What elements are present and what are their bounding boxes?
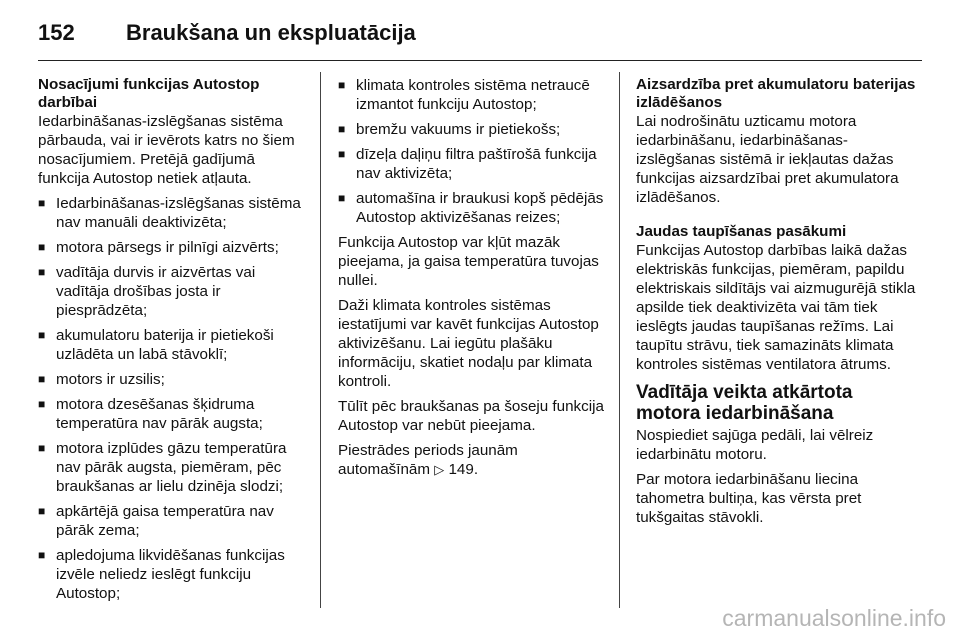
bullet-square-icon: ■ [38,397,46,411]
bullet-square-icon: ■ [38,548,46,562]
bullet-square-icon: ■ [38,372,46,386]
list-item: ■ motora dzesēšanas šķidruma temperatūra nav pārāk augsta; [38,396,263,432]
list-item: ■ apkārtējā gaisa temperatūra nav pārāk zema; [38,503,274,539]
bullet-square-icon: ■ [38,328,46,342]
section-heading-autostop-conditions: Nosacījumi funkcijas Autostop darbībai [38,76,260,111]
col3-paragraph: Par motora iedarbināšanu liecina tahometra bultiņa, kas vērsta pret tukšgaitas stāvokli. [636,471,862,526]
col2-paragraph: Tūlīt pēc braukšanas pa šoseju funkcija Autostop var nebūt pieejama. [338,398,604,434]
chapter-title: Braukšana un ekspluatācija [126,20,416,45]
watermark: carmanualsonline.info [722,605,946,631]
bullet-square-icon: ■ [38,265,46,279]
conditions-list-continued [338,76,606,227]
bullet-square-icon: ■ [338,147,346,161]
bullet-square-icon: ■ [38,240,46,254]
bullet-square-icon: ■ [38,196,46,210]
list-item: ■ automašīna ir braukusi kopš pēdējās Autostop aktivizēšanas reizes; [338,190,604,226]
page-reference-link[interactable]: 149. [448,461,479,478]
list-item: ■ Iedarbināšanas-izslēgšanas sistēma nav manuāli deaktivizēta; [38,195,301,231]
conditions-list [38,194,306,603]
page-number: 152 [38,20,75,45]
col2-paragraph-with-reference: Piestrādes periods jaunām automašīnām ▷ 149. [338,442,518,478]
column-divider-2 [619,72,620,608]
bullet-square-icon: ■ [38,441,46,455]
bullet-square-icon: ■ [338,78,346,92]
subheading-battery-protection: Aizsardzība pret akumulatoru baterijas izlādēšanos [636,76,916,111]
bullet-square-icon: ■ [338,122,346,136]
section-heading-restart: Vadītāja veikta atkārtota motora iedarbināšana [636,382,853,424]
col3-paragraph: Funkcijas Autostop darbības laikā dažas elektriskās funkcijas, piemēram, papildu elektriskais sildītājs vai aizmugurējā stikla apsilde tiek deaktivizēta vai tām tiek ieslēgts jaudas taupīšanas režīms. Lai taupītu strāvu, tiek samazināts klimata kontroles sistēmas ventilatora ātrums. [636,242,916,373]
header-rule [38,60,922,61]
column-1 [38,76,306,609]
list-item: ■ motora pārsegs ir pilnīgi aizvērts; [38,239,279,256]
bullet-square-icon: ■ [338,191,346,205]
list-item: ■ vadītāja durvis ir aizvērtas vai vadītāja drošības josta ir piesprādzēta; [38,264,256,319]
list-item: ■ motora izplūdes gāzu temperatūra nav pārāk augsta, piemēram, pēc braukšanas ar lielu dzinēja slodzi; [38,440,287,495]
col2-paragraph: Funkcija Autostop var kļūt mazāk pieejama, ja gaisa temperatūra tuvojas nullei. [338,234,599,289]
list-item: ■ apledojuma likvidēšanas funkcijas izvēle neliedz ieslēgt funkciju Autostop; [38,547,285,602]
list-item: ■ bremžu vakuums ir pietiekošs; [338,121,561,138]
list-item: ■ motors ir uzsilis; [38,371,165,388]
col1-intro: Iedarbināšanas-izslēgšanas sistēma pārbauda, vai ir ievērots katrs no šiem nosacījumiem. Pretējā gadījumā funkcija Autostop netiek atļauta. [38,113,295,187]
column-3 [636,76,916,533]
bullet-square-icon: ■ [38,504,46,518]
col3-paragraph: Nospiediet sajūga pedāli, lai vēlreiz iedarbinātu motoru. [636,427,874,463]
subheading-power-saving: Jaudas taupīšanas pasākumi [636,223,847,240]
list-item: ■ dīzeļa daļiņu filtra paštīrošā funkcija nav aktivizēta; [338,146,597,182]
col3-paragraph: Lai nodrošinātu uzticamu motora iedarbināšanu, iedarbināšanas-izslēgšanas sistēmā ir iekļautas dažas funkcijas aizsardzībai pret akumulatora izlādēšanos. [636,113,899,206]
reference-arrow-icon[interactable]: ▷ [434,462,445,477]
column-divider-1 [320,72,321,608]
column-2 [338,76,606,485]
list-item: ■ akumulatoru baterija ir pietiekoši uzlādēta un labā stāvoklī; [38,327,274,363]
col2-paragraph: Daži klimata kontroles sistēmas iestatījumi var kavēt funkcijas Autostop aktivizēšanu. Lai iegūtu plašāku informāciju, skatiet nodaļu par klimata kontroli. [338,297,599,390]
page-header [38,20,416,50]
list-item: ■ klimata kontroles sistēma netraucē izmantot funkciju Autostop; [338,77,590,113]
